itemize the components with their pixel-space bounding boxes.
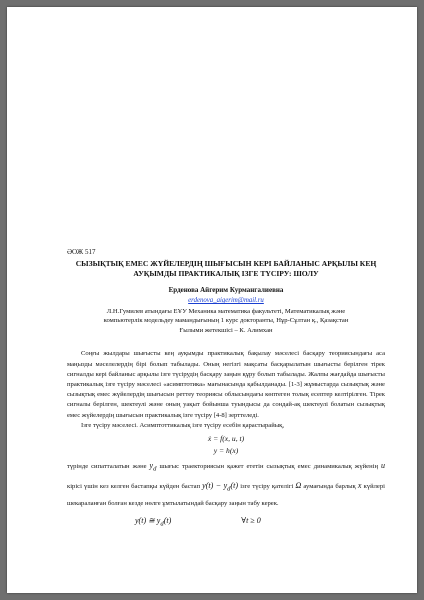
state-equation: ẋ = f(x, u, t) — [207, 434, 245, 444]
text-fragment: күйлері шекараланған болған кезде нөлге ұмтылатындай басқару заңын табу керек. — [67, 483, 385, 508]
text-fragment: кірісі үшін кез келген бастапқы күйден бастап — [67, 483, 200, 491]
author-name: Ерденова Айгерим Курмангалиевна — [168, 286, 284, 295]
state-symbol: x — [357, 481, 362, 491]
system-equations — [67, 433, 385, 457]
udc-code: ӘОЖ 517 — [67, 248, 96, 256]
tracking-equation — [67, 515, 385, 530]
affiliation-line-3: Ғылыми жетекшісі – К. Алимхан — [179, 326, 273, 334]
title-line-1: СЫЗЫҚТЫҚ ЕМЕС ЖҮЙЕЛЕРДІҢ ШЫҒЫСЫН КЕРІ БАЙЛАНЫС АРҚЫЛЫ КЕҢ — [75, 258, 377, 268]
intro-paragraph: Соңғы жылдары шығысты кең ауқымды практикалық бақылау мәселесі басқару теориясындағы аса маңызды мәселелердің бірі болып табылады. Оның негізгі мақсаты басқарылатын шығысты берілген тірек сигналды кері байланыс арқылы ізге түсірудің басқару заңын құру болып табылады. Жалпы жағдайда шығысты практикалық ізге түсіру мәселесі «асимптотика» мағынасында қабылданады. [1-3] жұмыстарда сызықтық және сызықтық емес жүйелердің шығысын реттеу теориясы облысындағы көптеген толық есептер келтірілген. Тірек сигналы берілген, шектеулі және оның уақыт бойынша туындысы да сондай-ақ шектеулі болатын сызықтық емес жүйелердің шығысын практикалық ізге түсіру [4-8] зерттеледі. — [67, 350, 385, 419]
text-fragment: түрінде сипатталатын және — [67, 463, 147, 471]
page-content — [67, 247, 385, 538]
text-fragment: аумағында барлық — [303, 483, 356, 491]
tracking-paragraph — [67, 457, 385, 511]
problem-statement: Ізге түсіру мәселесі. Асимптоттикалық ізге түсіру есебін қарастырайық, — [81, 421, 285, 429]
paper-title — [67, 259, 385, 280]
affiliation-line-2: компьютерлік модельдеу мамандығының 1 курс докторанты, Нұр-Сұлтан қ., Қазақстан — [103, 317, 349, 325]
input-symbol: u — [381, 461, 385, 471]
tracking-condition: ∀t ≥ 0 — [241, 516, 261, 526]
document-page — [7, 7, 417, 593]
affiliation-line-1: Л.Н.Гумилев атындағы ЕҰУ Механика математика факультеті, Математикалық және — [106, 307, 346, 315]
tracking-lhs: y(t) ≅ $y_d(t)$ — [135, 516, 172, 529]
tracking-error-symbol: $y(t) - y_d(t)$ — [202, 481, 239, 493]
affiliation — [67, 307, 385, 336]
output-equation: y = h(x) — [213, 446, 239, 456]
text-fragment: шығыс траекториясын қажет ететін сызықтық емес динамикалық жүйенің — [159, 463, 378, 471]
text-fragment: ізге түсіру қателігі — [240, 483, 294, 491]
ref-output-symbol: $y_d$ — [149, 461, 157, 473]
author-email[interactable]: erdenova_aigerim@mail.ru — [188, 297, 264, 305]
omega-symbol: Ω — [295, 481, 302, 491]
title-line-2: АУҚЫМДЫ ПРАКТИКАЛЫҚ ІЗГЕ ТҮСІРУ: ШОЛУ — [133, 269, 319, 279]
